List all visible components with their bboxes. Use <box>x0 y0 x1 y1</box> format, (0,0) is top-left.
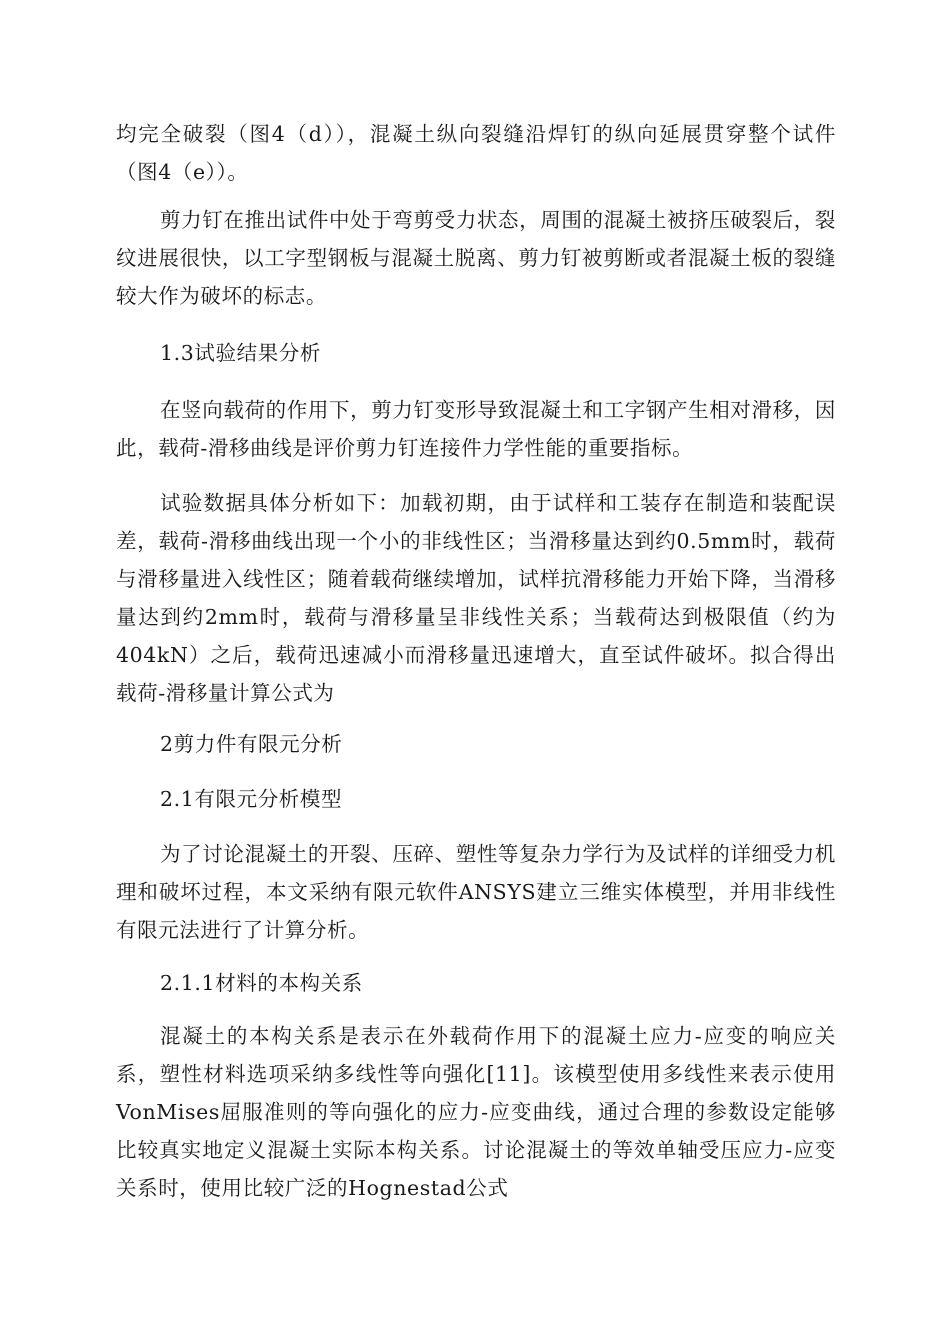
paragraph-constitutive-relation: 混凝土的本构关系是表示在外载荷作用下的混凝土应力-应变的响应关系，塑性材料选项采纳多线性等向强化[11]。该模型使用多线性来表示使用VonMises屈服准则的等向强化的应力-应变曲线，通过合理的参数设定能够比较真实地定义混凝土实际本构关系。讨论混凝土的等效单轴受压应力-应变关系时，使用比较广泛的Hognestad公式 <box>116 1024 836 1200</box>
section-heading-2-1: 2.1有限元分析模型 <box>160 787 343 811</box>
paragraph-test-data-analysis: 试验数据具体分析如下：加载初期，由于试样和工装存在制造和装配误差，载荷-滑移曲线出现一个小的非线性区；当滑移量达到约0.5mm时，载荷与滑移量进入线性区；随着载荷继续增加，试样抗滑移能力开始下降，当滑移量达到约2mm时，载荷与滑移量呈非线性关系；当载荷达到极限值（约为404kN）之后，载荷迅速减小而滑移量迅速增大，直至试件破坏。拟合得出载荷-滑移量计算公式为 <box>116 491 836 705</box>
paragraph-load-slip-intro: 在竖向载荷的作用下，剪力钉变形导致混凝土和工字钢产生相对滑移，因此，载荷-滑移曲线是评价剪力钉连接件力学性能的重要指标。 <box>116 398 836 460</box>
section-heading-1-3: 1.3试验结果分析 <box>160 341 322 365</box>
paragraph-fem-model: 为了讨论混凝土的开裂、压碎、塑性等复杂力学行为及试样的详细受力机理和破坏过程，本文采纳有限元软件ANSYS建立三维实体模型，并用非线性有限元法进行了计算分析。 <box>116 842 836 942</box>
paragraph-shear-stud-failure: 剪力钉在推出试件中处于弯剪受力状态，周围的混凝土被挤压破裂后，裂纹进展很快，以工字型钢板与混凝土脱离、剪力钉被剪断或者混凝土板的裂缝较大作为破坏的标志。 <box>116 208 836 308</box>
paragraph-continuation: 均完全破裂（图4（d）），混凝土纵向裂缝沿焊钉的纵向延展贯穿整个试件（图4（e））。 <box>116 122 836 184</box>
section-heading-2: 2剪力件有限元分析 <box>160 732 343 756</box>
section-heading-2-1-1: 2.1.1材料的本构关系 <box>160 971 363 995</box>
